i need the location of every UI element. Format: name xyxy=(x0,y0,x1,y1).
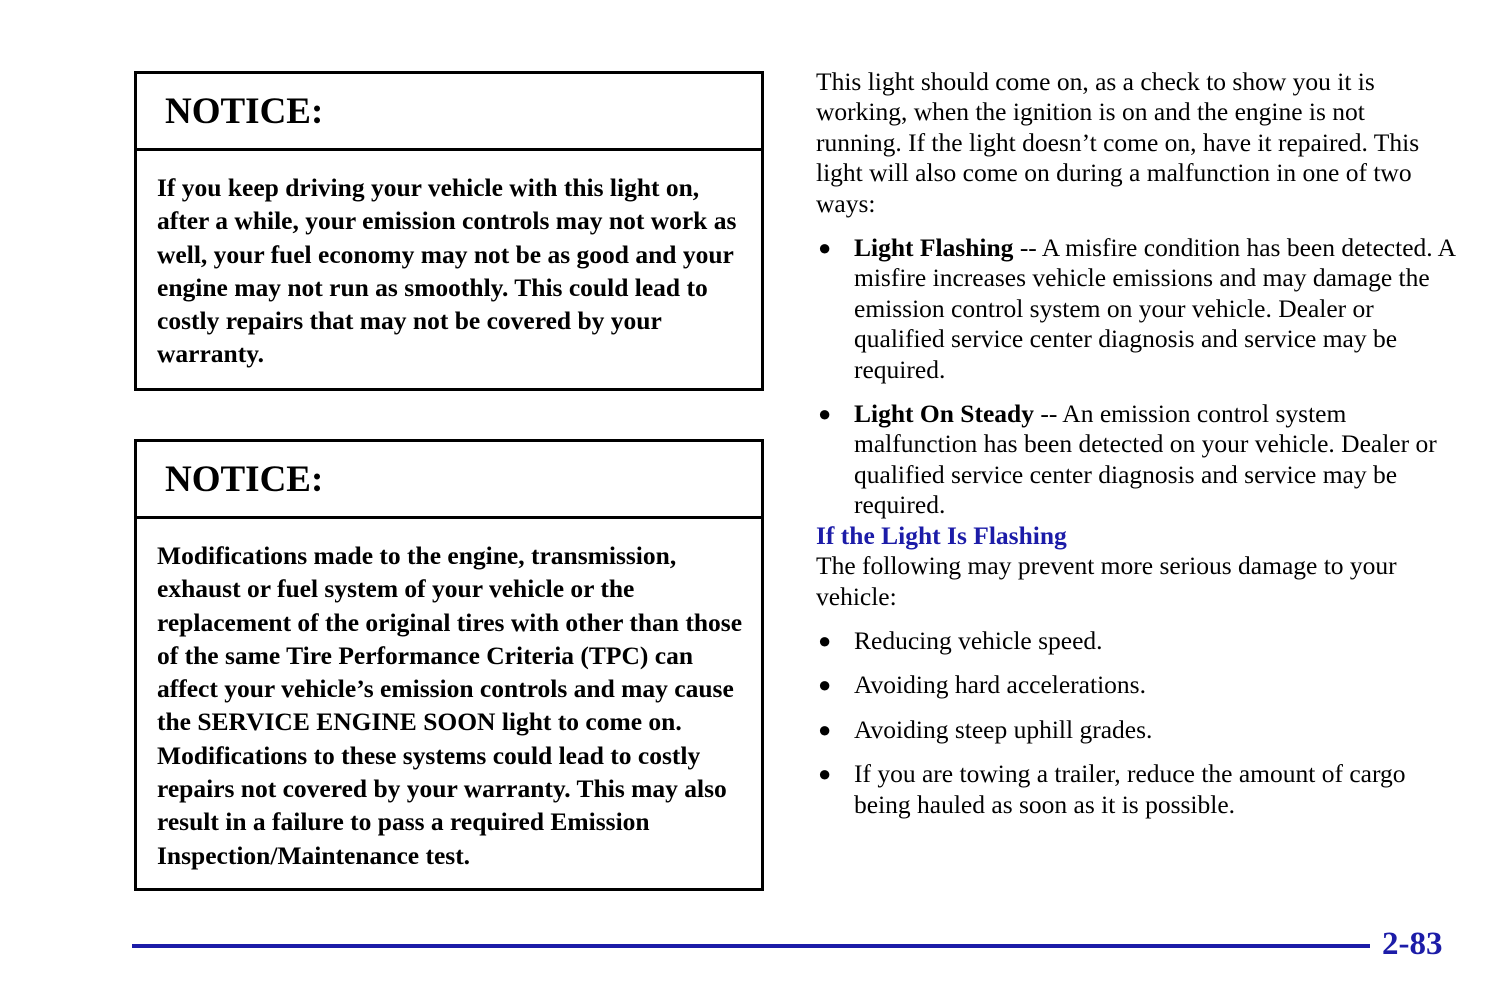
bullet-icon: ● xyxy=(818,716,832,742)
lead-paragraph: The following may prevent more serious damage to your vehicle: xyxy=(816,551,1397,611)
section-heading: If the Light Is Flashing xyxy=(816,520,1067,550)
notice-body: Modifications made to the engine, transmission, exhaust or fuel system of your vehicle or the replacement of the original tires with other than those of the same Tire Performance Criteria (TPC) can affect your vehicle’s emission controls and may cause the SERVICE ENGINE SOON light to come on. Modifications to these systems could lead to costly repairs not covered by your warranty. This may also result in a failure to pass a required Emission Inspection/Maintenance test. xyxy=(157,541,743,870)
bullet-icon: ● xyxy=(818,401,832,427)
notice-body: If you keep driving your vehicle with this light on, after a while, your emission controls may not work as well, your fuel economy may not be as good and your engine may not run as smoothly. This could lead to costly repairs that may not be covered by your warranty. xyxy=(157,173,737,369)
bullet-icon: ● xyxy=(818,761,832,787)
list-item: ● Avoiding hard accelerations. xyxy=(818,670,1146,700)
intro-paragraph: This light should come on, as a check to show you it is working, when the ignition is on and the engine is not running. If the light doesn’t come on, have it repaired. This light will also come on during a malfunction in one of two ways: xyxy=(816,67,1420,218)
page-number: 2-83 xyxy=(1382,926,1443,962)
notice-box-emissions xyxy=(134,71,764,391)
list-item: ● Light On Steady -- An emission control system malfunction has been detected on your vehicle. Dealer or qualified service center diagnosis and service may be required. xyxy=(818,399,1437,520)
list-item: ● Reducing vehicle speed. xyxy=(818,625,1103,655)
bullet-icon: ● xyxy=(818,672,832,698)
notice-title: NOTICE: xyxy=(137,74,761,151)
mode-text: An emission control system malfunction has been detected on your vehicle. Dealer or qualified service center diagnosis and service may be required. xyxy=(854,399,1437,520)
malfunction-modes-list xyxy=(816,233,1456,521)
list-item: ● Avoiding steep uphill grades. xyxy=(818,714,1153,744)
mode-text: A misfire condition has been detected. A misfire increases vehicle emissions and may damage the emission control system on your vehicle. Dealer or qualified service center diagnosis and service may be required. xyxy=(854,233,1455,384)
right-column xyxy=(816,67,1456,820)
mode-term: Light Flashing xyxy=(854,233,1014,263)
steps-list xyxy=(816,626,1456,820)
list-item: ● Light Flashing -- A misfire condition has been detected. A misfire increases vehicle emissions and may damage the emission control system on your vehicle. Dealer or qualified service center diagnosis and service may be required. xyxy=(818,233,1455,384)
list-item: ● If you are towing a trailer, reduce the amount of cargo being hauled as soon as it is possible. xyxy=(818,759,1406,819)
notice-box-modifications xyxy=(134,439,764,891)
footer-rule xyxy=(132,944,1370,948)
mode-term: Light On Steady xyxy=(854,399,1034,429)
bullet-icon: ● xyxy=(818,627,832,653)
notice-title: NOTICE: xyxy=(137,442,761,519)
bullet-icon: ● xyxy=(818,235,832,261)
